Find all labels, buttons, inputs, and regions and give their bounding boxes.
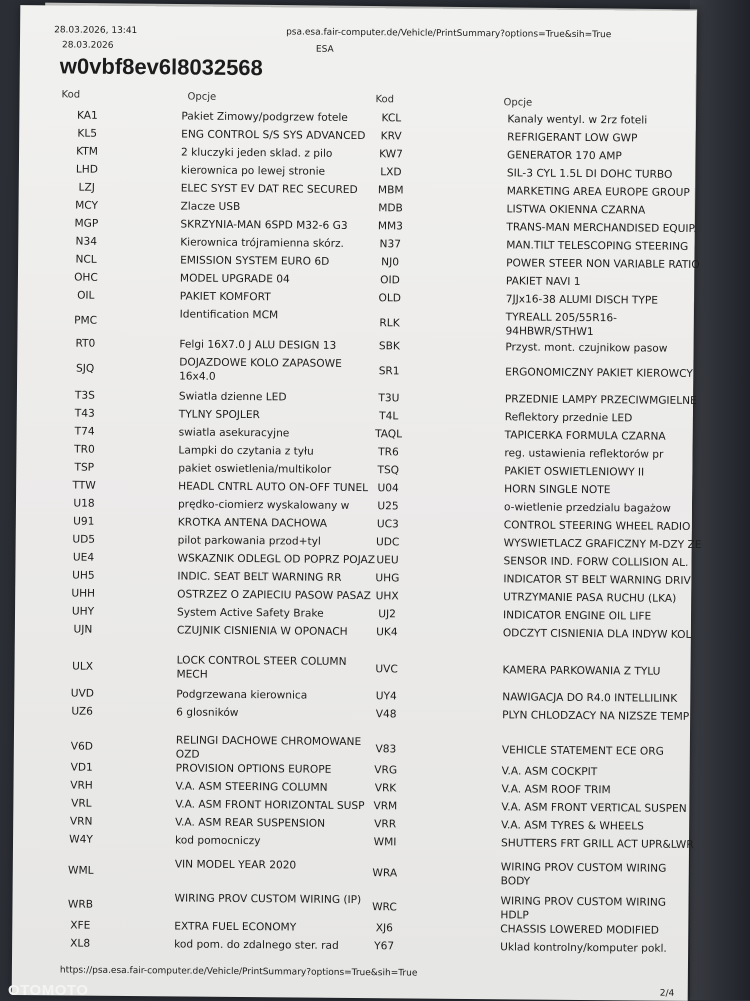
- option-description: pakiet oswietlenia/multikolor: [178, 462, 332, 476]
- option-description: Lampki do czytania z tyłu: [178, 444, 314, 458]
- option-description: TRANS-MAN MERCHANDISED EQUIP.: [506, 221, 697, 235]
- option-description: MAN.TILT TELESCOPING STEERING: [506, 239, 689, 253]
- option-code: UHX: [375, 590, 399, 603]
- option-description: CHASSIS LOWERED MODIFIED: [500, 923, 660, 937]
- option-description: PAKIET NAVI 1: [505, 275, 581, 288]
- option-description: SIL-3 CYL 1.5L DI DOHC TURBO: [506, 167, 673, 181]
- option-code: SBK: [378, 340, 400, 353]
- option-description: VIN MODEL YEAR 2020: [174, 858, 297, 872]
- option-description: HEADL CNTRL AUTO ON-OFF TUNEL: [178, 480, 369, 495]
- option-code: SJQ: [76, 362, 95, 375]
- option-code: RLK: [379, 317, 400, 330]
- option-description: KAMERA PARKOWANIA Z TYLU: [502, 664, 661, 678]
- option-description: PAKIET OSWIETLENIOWY II: [504, 465, 645, 479]
- option-code: WML: [67, 864, 94, 877]
- option-description: V.A. ASM TYRES & WHEELS: [501, 819, 644, 833]
- option-description: SKRZYNIA-MAN 6SPD M32-6 G3: [180, 218, 348, 232]
- option-description: CZUJNIK CISNIENIA W OPONACH: [176, 624, 348, 638]
- section-label: ESA: [315, 44, 334, 55]
- printed-page: [12, 5, 702, 1001]
- option-code: T3U: [378, 392, 400, 405]
- option-description: CONTROL STEERING WHEEL RADIO: [503, 519, 691, 533]
- option-code: MM3: [377, 220, 403, 233]
- option-code: T74: [74, 425, 95, 438]
- option-description: Swiatla dzienne LED: [178, 390, 287, 404]
- option-description: V.A. ASM STEERING COLUMN: [175, 780, 328, 794]
- option-description: KROTKA ANTENA DACHOWA: [177, 516, 328, 530]
- option-description: 7JJx16-38 ALUMI DISCH TYPE: [505, 293, 659, 307]
- header-url: psa.esa.fair-computer.de/Vehicle/PrintSummary?options=True&sih=True: [286, 27, 612, 41]
- option-code: UVC: [375, 663, 398, 676]
- option-code: VRK: [374, 782, 397, 795]
- option-code: UEU: [376, 554, 399, 567]
- option-code: WRC: [372, 901, 397, 914]
- option-description: 16x4.0: [179, 370, 216, 383]
- col-header-kod-2: Kod: [375, 94, 395, 106]
- option-code: WRA: [372, 867, 398, 880]
- option-code: SR1: [378, 365, 400, 378]
- table-row: [13, 890, 689, 922]
- option-code: UHH: [71, 587, 96, 600]
- option-description: Identification MCM: [179, 308, 279, 322]
- col-header-kod-1: Kod: [61, 89, 81, 101]
- option-description: WIRING PROV CUSTOM WIRING (IP): [174, 892, 362, 907]
- print-datetime: 28.03.2026, 13:41: [54, 25, 138, 37]
- option-code: VRR: [374, 818, 397, 831]
- option-description: PROVISION OPTIONS EUROPE: [175, 762, 332, 776]
- option-code: TR0: [74, 443, 95, 456]
- option-description: GENERATOR 170 AMP: [506, 149, 622, 163]
- option-description: V.A. ASM REAR SUSPENSION: [175, 816, 326, 830]
- option-description: ENG CONTROL S/S SYS ADVANCED: [181, 128, 366, 143]
- option-code: NJ0: [381, 256, 400, 269]
- option-code: UHG: [375, 572, 400, 585]
- option-code: U18: [73, 497, 95, 510]
- option-code: LXD: [380, 166, 402, 179]
- option-description: OSTRZEZ O ZAPIECIU PASOW PASAZ: [177, 588, 372, 603]
- option-code: NCL: [75, 253, 97, 266]
- table-row: [19, 108, 695, 127]
- option-code: N37: [379, 238, 402, 251]
- option-description: TYLNY SPOJLER: [178, 408, 260, 422]
- option-code: UK4: [376, 626, 398, 639]
- option-description: DOJAZDOWE KOLO ZAPASOWE: [179, 356, 342, 370]
- col-header-opcje-1: Opcje: [187, 91, 217, 103]
- option-description: BODY: [500, 875, 531, 888]
- option-code: TR6: [378, 446, 399, 459]
- option-code: KTM: [76, 145, 98, 158]
- option-description: MODEL UPGRADE 04: [179, 272, 290, 286]
- option-code: N34: [75, 235, 98, 248]
- option-description: ELEC SYST EV DAT REC SECURED: [180, 182, 358, 197]
- option-code: TTW: [72, 479, 96, 492]
- option-description: System Active Safety Brake: [176, 606, 324, 620]
- option-code: UJ2: [378, 608, 396, 621]
- option-code: TSQ: [377, 464, 400, 477]
- background-fabric: [690, 0, 750, 1000]
- option-description: UTRZYMANIE PASA RUCHU (LKA): [503, 591, 677, 605]
- option-description: NAWIGACJA DO R4.0 INTELLILINK: [502, 691, 678, 705]
- option-description: Kierownica trójramienna skórz.: [180, 236, 345, 250]
- option-code: V83: [375, 743, 397, 756]
- option-description: ODCZYT CISNIENIA DLA INDYW KOL: [502, 627, 692, 641]
- option-code: KL5: [77, 127, 98, 140]
- table-row: [15, 652, 691, 681]
- option-code: VRH: [70, 779, 93, 792]
- option-code: KA1: [76, 109, 98, 122]
- option-description: Uklad kontrolny/komputer pokl.: [500, 941, 667, 955]
- option-description: WSKAZNIK ODLEGL OD POPRZ POJAZ: [177, 552, 376, 567]
- option-code: TAQL: [375, 428, 403, 441]
- table-row: [18, 288, 694, 307]
- option-code: RT0: [75, 337, 96, 350]
- option-description: 6 glosników: [176, 706, 239, 719]
- option-description: SHUTTERS FRT GRILL ACT UPR&LWR: [500, 837, 694, 851]
- option-description: Podgrzewana kierownica: [176, 688, 308, 702]
- option-code: VRG: [374, 764, 398, 777]
- option-description: V.A. ASM COCKPIT: [501, 765, 598, 779]
- option-code: U04: [377, 482, 399, 495]
- option-code: UH5: [72, 569, 95, 582]
- table-row: [12, 918, 688, 937]
- option-description: reg. ustawienia reflektorów pr: [504, 447, 664, 461]
- option-code: MGP: [74, 217, 99, 230]
- option-description: PLYN CHLODZACY NA NIZSZE TEMP: [502, 709, 690, 723]
- option-description: V.A. ASM FRONT VERTICAL SUSPEN: [501, 801, 687, 815]
- option-description: kod pomocniczy: [174, 834, 261, 848]
- option-description: o-wietlenie przedzialu bagażow: [503, 501, 671, 515]
- option-code: XFE: [70, 919, 91, 932]
- option-code: VD1: [70, 761, 93, 774]
- option-code: VRM: [373, 800, 398, 813]
- option-code: PMC: [74, 314, 98, 327]
- option-code: MCY: [75, 199, 99, 212]
- option-description: WIRING PROV CUSTOM WIRING: [500, 861, 667, 875]
- table-row: [14, 760, 690, 779]
- option-code: UZ6: [71, 705, 94, 718]
- option-code: T3S: [74, 389, 95, 402]
- option-code: OLD: [378, 292, 402, 305]
- table-row: [14, 686, 690, 705]
- option-code: UJN: [73, 623, 93, 636]
- option-description: EXTRA FUEL ECONOMY: [174, 920, 297, 934]
- option-code: OID: [380, 274, 400, 287]
- table-row: [17, 388, 697, 407]
- option-code: MDB: [378, 202, 403, 215]
- option-description: LISTWA OKIENNA CZARNA: [506, 203, 646, 217]
- option-description: HDLP: [500, 909, 529, 922]
- option-code: OHC: [74, 271, 98, 284]
- footer-url: https://psa.esa.fair-computer.de/Vehicle/PrintSummary?options=True&sih=True: [59, 965, 418, 979]
- option-description: 2 kluczyki jeden sklad. z pilo: [180, 146, 333, 160]
- option-code: VRN: [69, 815, 93, 828]
- option-description: WYSWIETLACZ GRAFICZNY M-DZY ZE: [503, 537, 702, 552]
- option-description: POWER STEER NON VARIABLE RATIO: [506, 257, 700, 272]
- option-code: UC3: [376, 518, 399, 531]
- option-description: MARKETING AREA EUROPE GROUP: [506, 185, 690, 199]
- option-code: Y67: [374, 940, 395, 953]
- option-code: W4Y: [69, 833, 93, 846]
- option-description: prędko-ciomierz wyskalowany w: [177, 498, 350, 512]
- option-description: Przyst. mont. czujnikow pasow: [505, 341, 668, 355]
- page-number: 2/4: [659, 988, 675, 999]
- option-code: KW7: [379, 148, 403, 161]
- option-description: V.A. ASM FRONT HORIZONTAL SUSP: [175, 798, 365, 813]
- option-description: LOCK CONTROL STEER COLUMN: [176, 654, 347, 668]
- option-description: TAPICERKA FORMULA CZARNA: [504, 429, 666, 443]
- option-description: Felgi 16X7.0 J ALU DESIGN 13: [179, 338, 337, 352]
- report-date: 28.03.2026: [61, 40, 114, 51]
- option-code: KCL: [381, 112, 402, 125]
- option-description: Pakiet Zimowy/podgrzew fotele: [181, 110, 348, 124]
- option-description: REFRIGERANT LOW GWP: [507, 131, 638, 145]
- option-code: UY4: [375, 690, 397, 703]
- option-code: UE4: [72, 551, 95, 564]
- option-code: V48: [375, 708, 397, 721]
- table-row: [14, 732, 690, 761]
- option-description: VEHICLE STATEMENT ECE ORG: [501, 744, 664, 758]
- option-code: OIL: [77, 289, 95, 302]
- option-description: PRZEDNIE LAMPY PRZECIWMGIELNE: [504, 393, 697, 407]
- table-row: [13, 856, 689, 888]
- option-description: ERGONOMICZNY PAKIET KIEROWCY: [505, 366, 693, 380]
- option-code: U25: [377, 500, 399, 513]
- option-description: MECH: [176, 668, 208, 681]
- option-description: WIRING PROV CUSTOM WIRING: [500, 895, 667, 909]
- option-description: HORN SINGLE NOTE: [504, 483, 611, 497]
- option-code: LZJ: [78, 181, 95, 194]
- option-description: swiatla asekuracyjne: [178, 426, 290, 440]
- option-code: T4L: [379, 410, 399, 423]
- option-description: Kanaly wentyl. w 2rz foteli: [507, 113, 648, 127]
- option-code: MBM: [377, 184, 404, 197]
- option-description: SENSOR IND. FORW COLLISION AL.: [503, 555, 689, 569]
- option-description: 94HBWR/STHW1: [505, 325, 594, 339]
- option-code: WMI: [373, 836, 397, 849]
- option-code: VRL: [71, 797, 92, 810]
- option-description: Zlacze USB: [180, 200, 241, 213]
- option-code: V6D: [70, 740, 93, 753]
- col-header-opcje-2: Opcje: [503, 97, 533, 109]
- option-description: kierownica po lewej stronie: [180, 164, 326, 178]
- option-code: ULX: [72, 660, 94, 673]
- option-code: XL8: [70, 937, 91, 950]
- option-description: V.A. ASM ROOF TRIM: [501, 783, 611, 797]
- option-description: RELINGI DACHOWE CHROMOWANE: [175, 734, 362, 749]
- option-code: XJ6: [375, 922, 393, 935]
- option-code: LHD: [75, 163, 98, 176]
- otomoto-watermark: OTOMOTO: [8, 982, 89, 999]
- option-code: UHY: [71, 605, 95, 618]
- option-description: PAKIET KOMFORT: [179, 290, 271, 304]
- option-description: OZD: [175, 748, 200, 761]
- option-code: U91: [73, 515, 95, 528]
- option-description: EMISSION SYSTEM EURO 6D: [180, 254, 330, 268]
- option-code: KRV: [380, 130, 402, 143]
- option-code: UDC: [375, 536, 400, 549]
- option-description: TYREALL 205/55R16-: [505, 311, 618, 325]
- option-description: INDIC. SEAT BELT WARNING RR: [177, 570, 342, 584]
- option-code: UVD: [70, 687, 94, 700]
- option-code: T43: [74, 407, 95, 420]
- option-description: INDICATOR ENGINE OIL LIFE: [502, 609, 652, 623]
- option-code: WRB: [67, 898, 94, 911]
- option-description: Reflektory przednie LED: [504, 411, 633, 425]
- option-description: kod pom. do zdalnego ster. rad: [174, 938, 339, 952]
- option-code: TSP: [74, 461, 95, 474]
- vin-number: w0vbf8ev6l8032568: [59, 53, 263, 81]
- option-description: pilot parkowania przod+tyl: [177, 534, 321, 548]
- option-code: UD5: [72, 533, 96, 546]
- option-description: INDICATOR ST BELT WARNING DRIV: [503, 573, 691, 587]
